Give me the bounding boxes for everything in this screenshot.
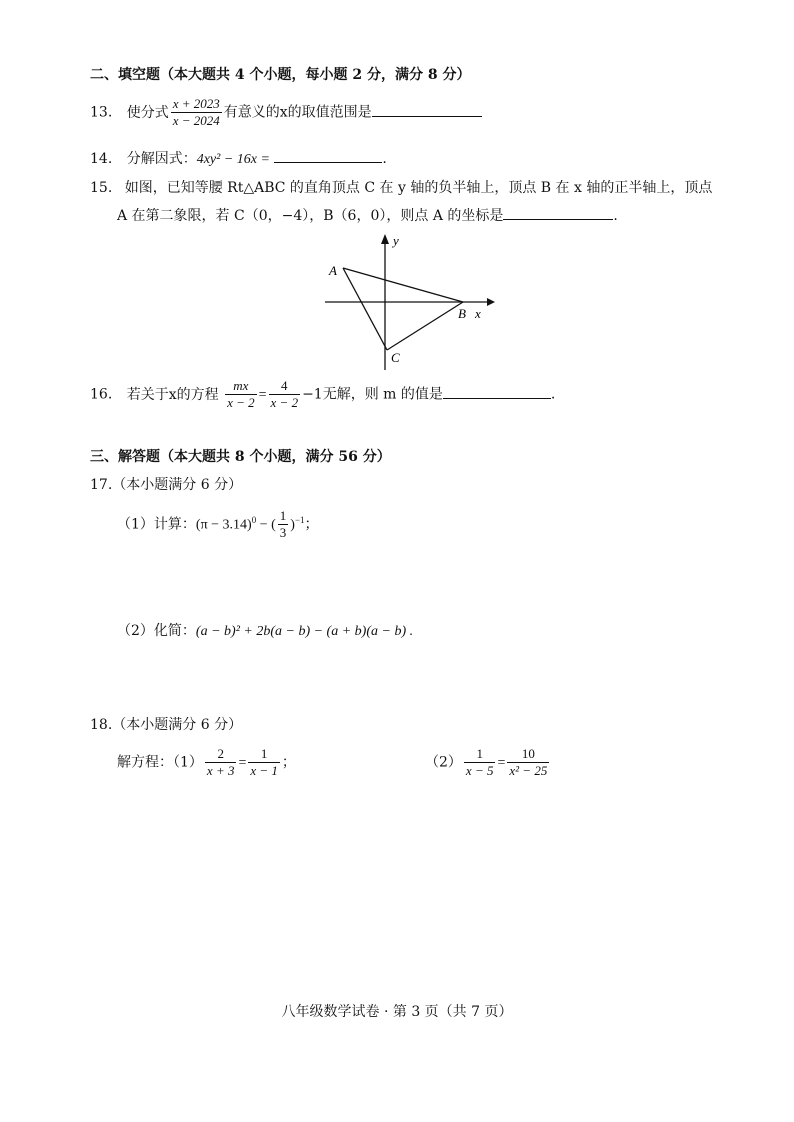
section-2-header: 二、填空题（本大题共 4 个小题，每小题 2 分，满分 8 分）	[90, 67, 471, 83]
question-18-part-2: （2） $\frac{1}{x - 5}$ = $\frac{10}{\text{x² − 25}}$	[425, 746, 548, 778]
part-label: （2）	[425, 754, 462, 771]
fraction-numerator: x + 2023	[172, 96, 220, 111]
fraction-denominator: x − 2024	[172, 113, 220, 128]
fraction-rhs: $\frac{1}{x - 1}$	[250, 746, 278, 778]
question-18-part-1: 解方程：（1） $\frac{2}{x + 3}$ = $\frac{1}{x - 1}$ ；	[117, 746, 296, 778]
fraction: $\frac{1}{3}$	[279, 508, 287, 540]
section-3-header: 三、解答题（本大题共 8 个小题，满分 56 分）	[90, 449, 391, 465]
question-15	[90, 177, 712, 197]
label-x: x	[475, 306, 481, 321]
page-footer: 八年级数学试卷 · 第 3 页（共 7 页）	[281, 1004, 513, 1020]
segment-bc	[387, 302, 463, 350]
part-label: （2）化简：	[117, 623, 196, 639]
question-14: 14. 分解因式：4xy² − 16x = .	[90, 148, 387, 168]
question-number: 14.	[90, 151, 113, 167]
question-16: 16. 若关于x的方程 $\frac{mx}{x - 2}$ = $\frac{4}{x - 2}$ −1无解，则 m 的值是 .	[90, 378, 556, 410]
coordinate-diagram	[325, 230, 495, 375]
expression: (a − b)² + 2b(a − b) − (a + b)(a − b) .	[195, 624, 414, 639]
question-number: 13.	[90, 104, 113, 121]
question-17-part-1: （1）计算：$(\pi - 3.14)^0$ − ( $\frac{1}{3}$ )$^{-1}$；	[117, 508, 319, 540]
label-c: C	[391, 350, 400, 365]
question-15-line-2: A 在第二象限，若 C（0，−4），B（6，0），则点 A 的坐标是 .	[117, 205, 618, 225]
answer-blank[interactable]	[274, 148, 382, 163]
question-prefix: 若关于x的方程	[126, 386, 219, 403]
label-b: B	[458, 306, 466, 321]
question-line-1: 如图，已知等腰 Rt△ABC 的直角顶点 C 在 y 轴的负半轴上，顶点 B 在 x 轴的正半轴上，顶点	[124, 180, 713, 196]
fraction	[171, 96, 222, 129]
fraction-lhs: $\frac{mx}{x - 2}$	[227, 378, 255, 410]
part-label: （1）计算：	[117, 516, 196, 533]
segment-ac	[343, 268, 387, 350]
question-17-title: 17.（本小题满分 6 分）	[90, 477, 243, 493]
fraction-rhs: $\frac{10}{\text{x² − 25}}$	[509, 746, 548, 778]
fraction-lhs: $\frac{1}{x - 5}$	[465, 746, 494, 778]
question-prefix: 分解因式：	[126, 151, 197, 167]
question-prefix: 使分式	[126, 104, 169, 121]
question-13	[90, 96, 482, 129]
question-line-2: A 在第二象限，若 C（0，−4），B（6，0），则点 A 的坐标是	[117, 208, 504, 224]
answer-blank[interactable]	[503, 205, 613, 220]
fraction-rhs: $\frac{4}{x - 2}$	[270, 378, 299, 410]
expression: (π − 3.14)	[195, 517, 252, 533]
question-number: 16.	[90, 386, 113, 403]
answer-blank[interactable]	[443, 384, 551, 399]
fraction-lhs: $\frac{2}{x + 3}$	[206, 746, 235, 778]
x-axis-arrow-icon	[487, 298, 495, 306]
y-axis-arrow-icon	[381, 234, 389, 244]
question-number: 15.	[90, 180, 113, 196]
question-tail: −1无解，则 m 的值是	[302, 386, 443, 403]
question-18-title: 18.（本小题满分 6 分）	[90, 717, 243, 733]
label-a: A	[329, 263, 337, 278]
answer-blank[interactable]	[372, 102, 482, 117]
segment-ab	[343, 268, 463, 302]
question-17-part-2	[117, 620, 413, 640]
label-y: y	[393, 233, 399, 248]
expression: 4xy² − 16x =	[196, 152, 270, 167]
question-suffix: 有意义的x的取值范围是	[223, 104, 372, 121]
part-label: 解方程：（1）	[117, 754, 203, 771]
